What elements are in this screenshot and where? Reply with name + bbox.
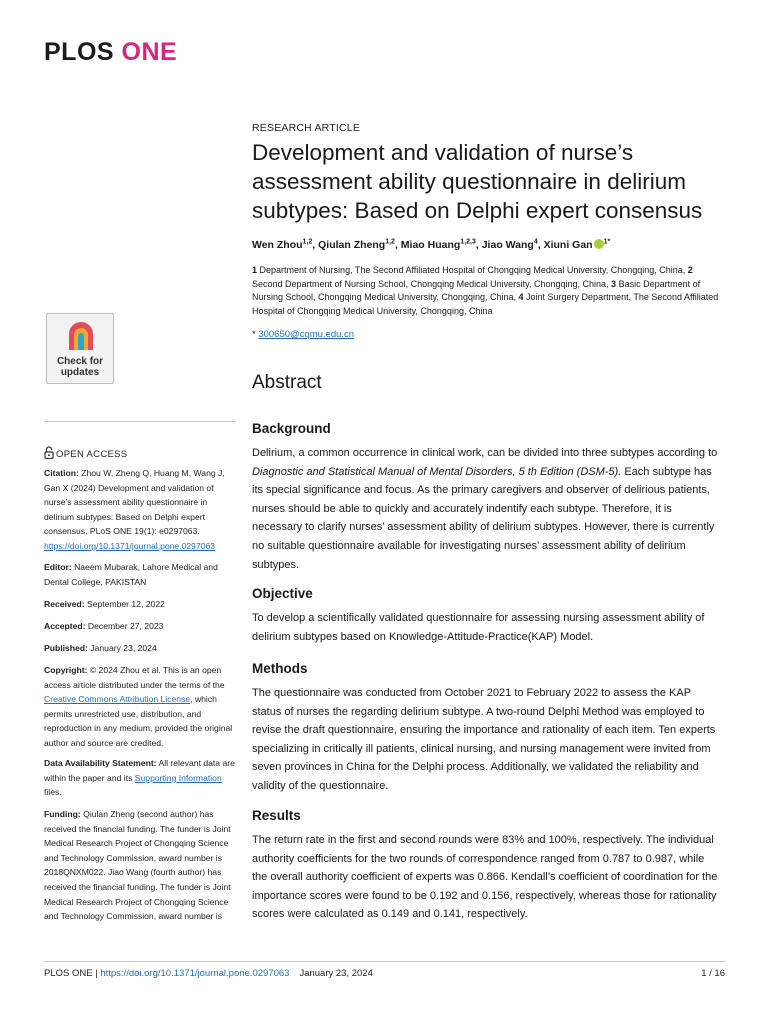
- journal-logo: [44, 38, 177, 67]
- page-number: 1 / 16: [701, 968, 725, 979]
- objective-heading: Objective: [252, 586, 313, 601]
- footer: PLOS ONE | https://doi.org/10.1371/journal.pone.0297063 January 23, 2024: [44, 968, 373, 979]
- sidebar-divider: [44, 421, 236, 422]
- author[interactable]: Xiuni Gan $^{1*}$: [543, 238, 611, 251]
- check-for-updates-icon: [65, 320, 97, 352]
- received-date: Received: September 12, 2022: [44, 599, 165, 609]
- journal-logo-plos: PLOS: [44, 38, 115, 66]
- author[interactable]: Miao Huang$^{1,2,3}$,: [400, 238, 482, 251]
- open-access: OPEN ACCESS: [44, 446, 238, 463]
- results-text: The return rate in the first and second rounds were 83% and 100%, respectively. The individual authority coefficients for the two rounds of correspondence ranged from 0.787 to 0.987, while the overall authority coefficient of experts was 0.866. Kendall’s coefficient of coordination for the importance scores were found to be 0.192 and 0.156, respectively, whereas those for rationality scores were calculated as 0.149 and 0.141, respectively.: [252, 834, 718, 921]
- editor: Editor: Naeem Mubarak, Lahore Medical and Dental College, PAKISTAN: [44, 562, 218, 587]
- article-title: Development and validation of nurse’s assessment ability questionnaire in delirium subtypes: Based on Delphi expert consensus: [252, 140, 703, 223]
- check-for-updates-badge[interactable]: [46, 313, 114, 384]
- copyright: Copyright: © 2024 Zhou et al. This is an open access article distributed under the terms of the Creative Commons Attribution License, which permits unrestricted use, distribution, and reproduction in any medium, provided the original author and source are credited.: [44, 665, 233, 748]
- abstract-heading: Abstract: [252, 372, 322, 393]
- orcid-icon[interactable]: [594, 239, 604, 249]
- license-link[interactable]: Creative Commons Attribution License: [44, 694, 191, 705]
- background-heading: Background: [252, 421, 331, 436]
- email-link[interactable]: 300650@cqmu.edu.cn: [258, 329, 355, 340]
- methods-text: The questionnaire was conducted from October 2021 to February 2022 to assess the KAP status of nurses the regarding delirium subtype. A two-round Delphi Method was employed to revise the draft questionnaire, ensuring the importance and rationality of each item. Ten experts specializing in critically ill patients, clinical nursing, and nursing management were invited from seven provinces in China for the Delphi process. Additionally, we validated the reliability and validity of the questionnaire.: [252, 687, 716, 792]
- open-lock-icon: [44, 446, 54, 459]
- funding: Funding: Qiulan Zheng (second author) has received the financial funding. The funder is Joint Medical Research Project of Chongqing Science and Technology Commission, award number is 2018QNXM022. Jiao Wang (fourth author) has received the financial funding. The funder is Joint Medical Research Project of Chongqing Science and Technology Commission, award number is: [44, 809, 231, 922]
- affiliations: 1 Department of Nursing, The Second Affiliated Hospital of Chongqing Medical University, Chongqing, China, 2 Second Department of Nursing School, Chongqing Medical University, Chongqing, China, 3 Basic Department of Nursing School, Chongqing Medical University, Chongqing, China, 4 Joint Surgery Department, The Second Affiliated Hospital of Chongqing Medical University, Chongqing, China: [252, 265, 719, 316]
- article-type: RESEARCH ARTICLE: [252, 122, 361, 134]
- objective-text: To develop a scientifically validated questionnaire for assessing nursing assessment ability of delirium subtypes based on Knowledge-Attitude-Practice(KAP) Model.: [252, 612, 705, 643]
- supporting-information-link[interactable]: Supporting Information: [134, 772, 222, 783]
- corresponding-email: * 300650@cqmu.edu.cn: [252, 329, 355, 340]
- badge-label: Check for updates: [56, 356, 104, 378]
- accepted-date: Accepted: December 27, 2023: [44, 621, 164, 631]
- author[interactable]: Qiulan Zheng$^{1,2}$,: [318, 238, 401, 251]
- author[interactable]: Jiao Wang$^4$,: [481, 238, 544, 251]
- footer-date: January 23, 2024: [299, 968, 373, 979]
- citation: Citation: Zhou W, Zheng Q, Huang M, Wang J, Gan X (2024) Development and validation of nurse’s assessment ability questionnaire in delirium subtypes: Based on Delphi expert consensus. PLoS ONE 19(1): e0297063. https://doi.org/10.1371/journal.pone.0297063: [44, 468, 225, 551]
- footer-divider: [44, 961, 725, 962]
- background-text: Delirium, a common occurrence in clinical work, can be divided into three subtypes according to Diagnostic and Statistical Manual of Mental Disorders, 5 th Edition (DSM-5). Each subtype has its special significance and focus. As the primary caregivers and observer of delirious patients, nurses should be able to quickly and accurately indentify each subtype. Therefore, it is necessary to clarify nurses’ assessment ability of delirium subtypes. However, there is currently no suitable questionnaire available for investigating nurses’ assessment ability of delirium subtypes.: [252, 447, 718, 571]
- methods-heading: Methods: [252, 661, 308, 676]
- author[interactable]: Wen Zhou$^{1,2}$,: [252, 238, 319, 251]
- results-heading: Results: [252, 808, 301, 823]
- data-availability: Data Availability Statement: All relevant data are within the paper and its Supporting Information files.: [44, 758, 235, 798]
- journal-logo-one: ONE: [121, 38, 178, 66]
- footer-doi-link[interactable]: https://doi.org/10.1371/journal.pone.0297063: [100, 968, 290, 979]
- published-date: Published: January 23, 2024: [44, 643, 157, 653]
- author-list: [252, 238, 722, 251]
- doi-link[interactable]: https://doi.org/10.1371/journal.pone.0297063: [44, 540, 216, 551]
